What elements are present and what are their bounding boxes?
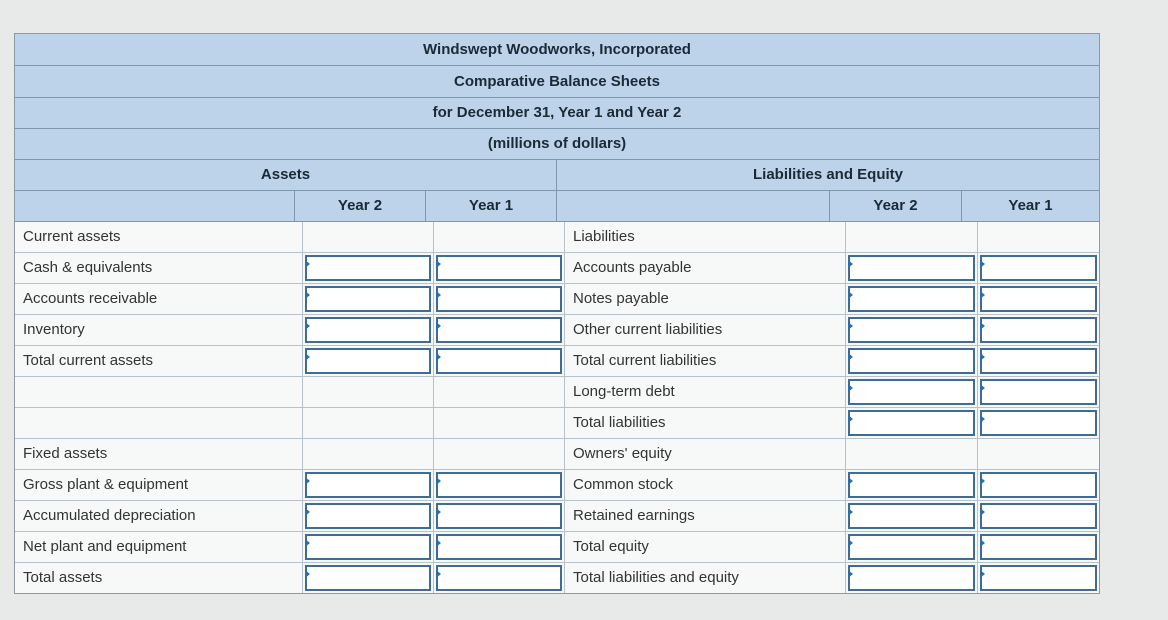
asset-row-label: Gross plant & equipment xyxy=(15,470,303,500)
liability-year2-input[interactable] xyxy=(848,410,975,436)
liability-year2-input[interactable] xyxy=(848,348,975,374)
asset-year1-input[interactable] xyxy=(436,255,562,281)
liability-year1-input[interactable] xyxy=(980,565,1097,591)
liability-year2-cell xyxy=(846,470,978,500)
table-row xyxy=(15,315,1099,346)
liability-year2-cell xyxy=(846,563,978,593)
report-period: for December 31, Year 1 and Year 2 xyxy=(15,98,1099,129)
asset-year2-cell xyxy=(303,284,434,314)
liability-year2-input[interactable] xyxy=(848,503,975,529)
asset-year1-input[interactable] xyxy=(436,534,562,560)
liability-row-label: Liabilities xyxy=(565,222,846,252)
asset-year1-cell xyxy=(434,377,565,407)
asset-row-label: Net plant and equipment xyxy=(15,532,303,562)
asset-year1-cell xyxy=(434,408,565,438)
section-header-row xyxy=(15,160,1099,191)
liabilities-section-title: Liabilities and Equity xyxy=(752,166,904,183)
asset-row-label: Total assets xyxy=(15,563,303,593)
liability-row-label: Common stock xyxy=(565,470,846,500)
table-row xyxy=(15,377,1099,408)
liability-year2-input[interactable] xyxy=(848,565,975,591)
liability-year1-cell xyxy=(978,470,1099,500)
asset-row-label: Inventory xyxy=(15,315,303,345)
asset-year2-cell xyxy=(303,377,434,407)
liability-year1-input[interactable] xyxy=(980,255,1097,281)
liability-year2-cell xyxy=(846,439,978,469)
asset-year1-cell xyxy=(434,253,565,283)
liability-year1-input[interactable] xyxy=(980,503,1097,529)
asset-year2-input[interactable] xyxy=(305,317,431,343)
asset-year2-input[interactable] xyxy=(305,472,431,498)
company-title: Windswept Woodworks, Incorporated xyxy=(15,34,1099,66)
liability-year2-input[interactable] xyxy=(848,317,975,343)
asset-row-label: Accumulated depreciation xyxy=(15,501,303,531)
liability-row-label: Retained earnings xyxy=(565,501,846,531)
liability-year2-cell xyxy=(846,501,978,531)
liability-year2-cell xyxy=(846,253,978,283)
liability-row-label: Other current liabilities xyxy=(565,315,846,345)
asset-year1-cell xyxy=(434,284,565,314)
asset-year1-input[interactable] xyxy=(436,472,562,498)
liability-year1-cell xyxy=(978,253,1099,283)
asset-row-label xyxy=(15,377,303,407)
asset-year1-input[interactable] xyxy=(436,503,562,529)
balance-sheet-table xyxy=(14,33,1100,594)
table-row xyxy=(15,501,1099,532)
table-row xyxy=(15,284,1099,315)
liability-year1-input[interactable] xyxy=(980,534,1097,560)
liability-year2-cell xyxy=(846,284,978,314)
liability-year2-input[interactable] xyxy=(848,286,975,312)
asset-year1-input[interactable] xyxy=(436,348,562,374)
asset-year1-cell xyxy=(434,532,565,562)
asset-year2-cell xyxy=(303,470,434,500)
table-body xyxy=(15,222,1099,593)
asset-year2-cell xyxy=(303,532,434,562)
table-row xyxy=(15,439,1099,470)
asset-year1-cell xyxy=(434,346,565,376)
liability-year1-input[interactable] xyxy=(980,379,1097,405)
liability-row-label: Total liabilities and equity xyxy=(565,563,846,593)
asset-year2-input[interactable] xyxy=(305,348,431,374)
liability-year1-cell xyxy=(978,284,1099,314)
asset-year2-cell xyxy=(303,563,434,593)
liability-year2-cell xyxy=(846,377,978,407)
liability-year1-cell xyxy=(978,377,1099,407)
asset-year1-cell xyxy=(434,439,565,469)
liability-year1-input[interactable] xyxy=(980,317,1097,343)
liability-year1-input[interactable] xyxy=(980,348,1097,374)
liabilities-label-column-header xyxy=(557,191,830,221)
liability-year2-cell xyxy=(846,315,978,345)
asset-year2-cell xyxy=(303,408,434,438)
liabilities-year2-header: Year 2 xyxy=(830,191,962,221)
asset-row-label xyxy=(15,408,303,438)
liability-row-label: Notes payable xyxy=(565,284,846,314)
asset-year1-cell xyxy=(434,315,565,345)
asset-row-label: Accounts receivable xyxy=(15,284,303,314)
liability-row-label: Total current liabilities xyxy=(565,346,846,376)
asset-year2-cell xyxy=(303,315,434,345)
asset-year2-input[interactable] xyxy=(305,255,431,281)
table-row xyxy=(15,222,1099,253)
asset-year2-input[interactable] xyxy=(305,534,431,560)
asset-row-label: Total current assets xyxy=(15,346,303,376)
liability-year1-cell xyxy=(978,501,1099,531)
assets-section-title: Assets xyxy=(15,160,557,190)
asset-year1-cell xyxy=(434,470,565,500)
table-row xyxy=(15,532,1099,563)
liability-row-label: Long-term debt xyxy=(565,377,846,407)
liability-year1-cell xyxy=(978,439,1099,469)
table-row xyxy=(15,253,1099,284)
assets-label-column-header xyxy=(15,191,295,221)
liability-year2-cell xyxy=(846,408,978,438)
asset-year1-input[interactable] xyxy=(436,286,562,312)
asset-row-label: Cash & equivalents xyxy=(15,253,303,283)
table-row xyxy=(15,346,1099,377)
asset-row-label: Fixed assets xyxy=(15,439,303,469)
asset-year2-cell xyxy=(303,253,434,283)
liability-year2-input[interactable] xyxy=(848,255,975,281)
asset-row-label: Current assets xyxy=(15,222,303,252)
asset-year1-cell xyxy=(434,501,565,531)
liability-year2-input[interactable] xyxy=(848,472,975,498)
column-header-row xyxy=(15,191,1099,222)
asset-year2-input[interactable] xyxy=(305,503,431,529)
asset-year2-cell xyxy=(303,222,434,252)
liability-year2-cell xyxy=(846,222,978,252)
liability-year2-input[interactable] xyxy=(848,379,975,405)
table-row xyxy=(15,408,1099,439)
asset-year2-cell xyxy=(303,501,434,531)
asset-year1-input[interactable] xyxy=(436,565,562,591)
liability-year2-input[interactable] xyxy=(848,534,975,560)
asset-year2-cell xyxy=(303,439,434,469)
report-title: Comparative Balance Sheets xyxy=(15,66,1099,98)
assets-year1-header: Year 1 xyxy=(426,191,557,221)
asset-year2-input[interactable] xyxy=(305,565,431,591)
liability-year1-cell xyxy=(978,532,1099,562)
table-row xyxy=(15,470,1099,501)
liability-year2-cell xyxy=(846,532,978,562)
liability-row-label: Total equity xyxy=(565,532,846,562)
asset-year1-input[interactable] xyxy=(436,317,562,343)
liability-year1-input[interactable] xyxy=(980,286,1097,312)
liability-year1-cell xyxy=(978,346,1099,376)
liability-year1-cell xyxy=(978,315,1099,345)
asset-year1-cell xyxy=(434,222,565,252)
asset-year1-cell xyxy=(434,563,565,593)
liability-row-label: Owners' equity xyxy=(565,439,846,469)
liability-year1-cell xyxy=(978,222,1099,252)
report-units: (millions of dollars) xyxy=(15,129,1099,160)
liability-year1-input[interactable] xyxy=(980,410,1097,436)
liabilities-year1-header: Year 1 xyxy=(1008,197,1053,214)
table-row xyxy=(15,563,1099,593)
liability-year1-cell xyxy=(978,408,1099,438)
asset-year2-cell xyxy=(303,346,434,376)
liability-year1-cell xyxy=(978,563,1099,593)
assets-year2-header: Year 2 xyxy=(295,191,426,221)
asset-year2-input[interactable] xyxy=(305,286,431,312)
liability-year2-cell xyxy=(846,346,978,376)
liability-row-label: Accounts payable xyxy=(565,253,846,283)
liability-year1-input[interactable] xyxy=(980,472,1097,498)
liability-row-label: Total liabilities xyxy=(565,408,846,438)
